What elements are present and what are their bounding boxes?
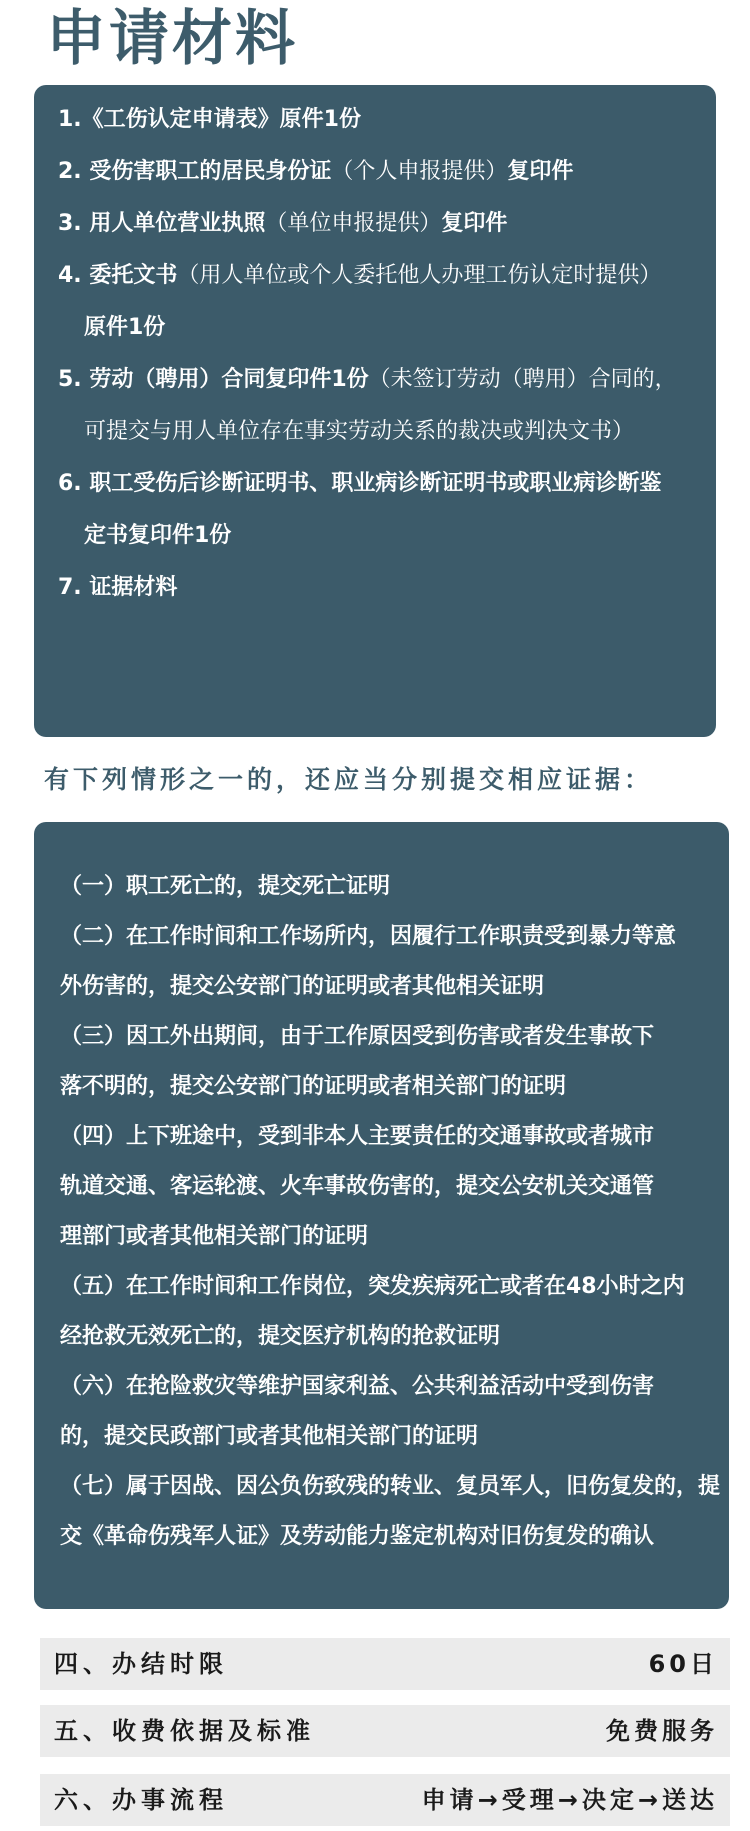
material-item-3-tail: 复印件	[441, 211, 508, 236]
evidence-line: 外伤害的，提交公安部门的证明或者其他相关证明	[60, 974, 545, 999]
material-item-5-main: 5. 劳动（聘用）合同复印件1份	[58, 367, 369, 392]
time-limit-label: 四、办结时限	[54, 1650, 228, 1678]
evidence-line: 的，提交民政部门或者其他相关部门的证明	[60, 1424, 479, 1449]
material-item-4-note: （用人单位或个人委托他人办理工伤认定时提供）	[177, 263, 662, 288]
material-item-2-tail: 复印件	[507, 159, 574, 184]
material-item-5-note: （未签订劳动（聘用）合同的，	[368, 367, 677, 392]
material-item-2	[58, 157, 573, 187]
evidence-line: 经抢救无效死亡的，提交医疗机构的抢救证明	[60, 1324, 501, 1349]
material-item-2-main: 2. 受伤害职工的居民身份证	[58, 159, 332, 184]
materials-card	[34, 85, 716, 737]
material-item-7: 7. 证据材料	[58, 575, 178, 600]
material-item-1: 1.《工伤认定申请表》原件1份	[58, 107, 361, 132]
evidence-subheading: 有下列情形之一的，还应当分别提交相应证据：	[44, 765, 654, 794]
evidence-line: 理部门或者其他相关部门的证明	[60, 1224, 369, 1249]
material-item-4	[58, 261, 661, 291]
process-label: 六、办事流程	[54, 1786, 228, 1814]
evidence-card	[34, 822, 729, 1609]
fee-value: 免费服务	[606, 1717, 718, 1745]
evidence-line: （二）在工作时间和工作场所内，因履行工作职责受到暴力等意	[60, 924, 677, 949]
evidence-line: 交《革命伤残军人证》及劳动能力鉴定机构对旧伤复发的确认	[60, 1524, 655, 1549]
material-item-2-note: （个人申报提供）	[331, 159, 508, 184]
material-item-3	[58, 209, 507, 239]
evidence-line: 落不明的，提交公安部门的证明或者相关部门的证明	[60, 1074, 567, 1099]
material-item-5	[58, 365, 677, 395]
info-row-fee	[40, 1705, 730, 1757]
info-row-time-limit	[40, 1638, 730, 1690]
evidence-line: （七）属于因战、因公负伤致残的转业、复员军人，旧伤复发的，提	[60, 1474, 721, 1499]
evidence-line: （四）上下班途中，受到非本人主要责任的交通事故或者城市	[60, 1124, 655, 1149]
evidence-line: （五）在工作时间和工作岗位，突发疾病死亡或者在48小时之内	[60, 1274, 685, 1299]
material-item-6-cont: 定书复印件1份	[84, 523, 232, 548]
material-item-3-note: （单位申报提供）	[265, 211, 442, 236]
material-item-4-cont: 原件1份	[84, 315, 166, 340]
evidence-line: （一）职工死亡的，提交死亡证明	[60, 874, 391, 899]
process-value: 申请→受理→决定→送达	[421, 1786, 718, 1814]
material-item-5-cont: 可提交与用人单位存在事实劳动关系的裁决或判决文书）	[84, 419, 635, 444]
material-item-6: 6. 职工受伤后诊断证明书、职业病诊断证明书或职业病诊断鉴	[58, 471, 662, 496]
evidence-line: 轨道交通、客运轮渡、火车事故伤害的，提交公安机关交通管	[60, 1174, 655, 1199]
info-row-process	[40, 1774, 730, 1826]
fee-label: 五、收费依据及标准	[54, 1717, 315, 1745]
evidence-line: （六）在抢险救灾等维护国家利益、公共利益活动中受到伤害	[60, 1374, 655, 1399]
material-item-4-main: 4. 委托文书	[58, 263, 178, 288]
page-title: 申请材料	[46, 4, 298, 74]
evidence-line: （三）因工外出期间，由于工作原因受到伤害或者发生事故下	[60, 1024, 655, 1049]
time-limit-value: 60日	[648, 1650, 718, 1678]
material-item-3-main: 3. 用人单位营业执照	[58, 211, 266, 236]
